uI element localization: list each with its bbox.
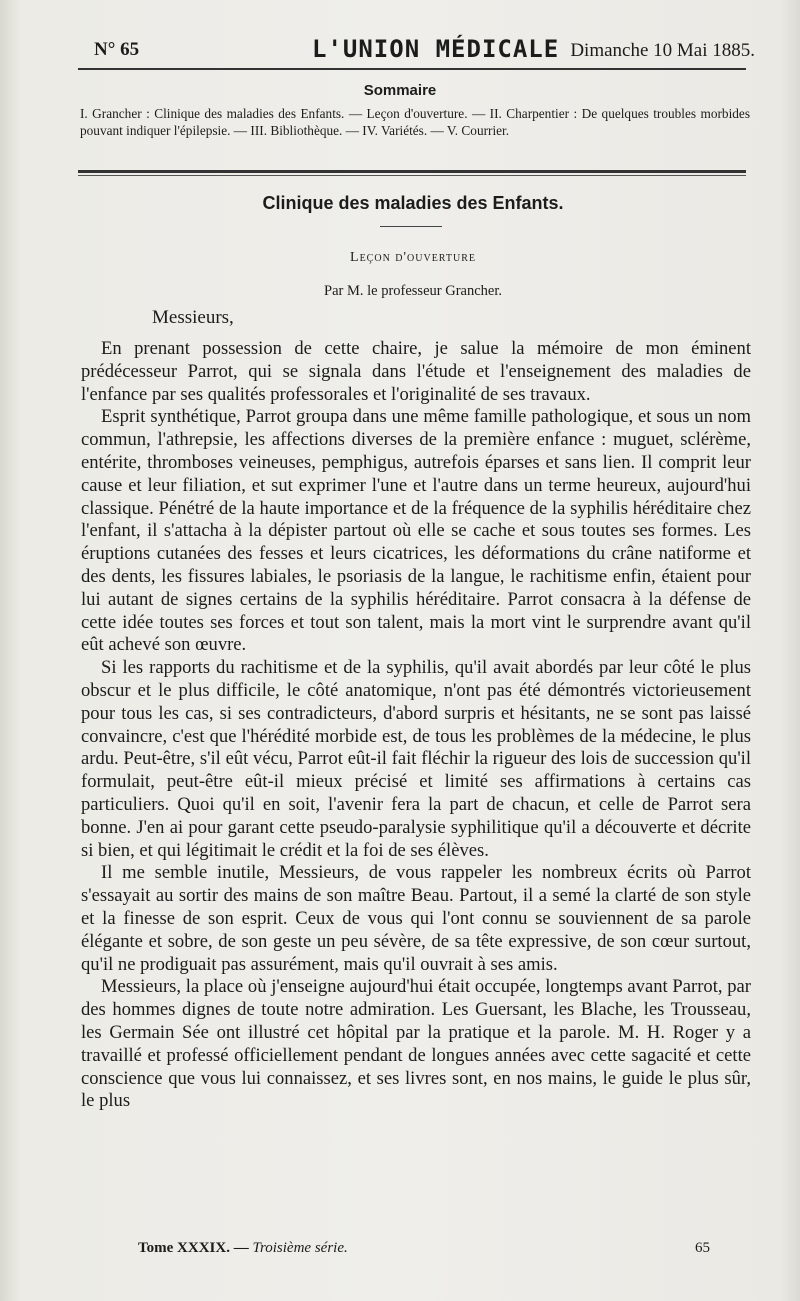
paragraph: Il me semble inutile, Messieurs, de vous rappeler les nombreux écrits où Parrot s'essayait au sortir des mains de son maître Beau. Partout, il a semé la clarté de son style et la finesse de son esprit. Ceux de vous qui l'ont connu se souviennent de sa parole élégante et sobre, de son geste un peu sévère, de sa tête expressive, de son cœur surtout, qu'il ne prodiguait pas assurément, mais qu'il ouvrait à ses amis. (81, 862, 751, 975)
sommaire-contents: I. Grancher : Clinique des maladies des Enfants. — Leçon d'ouverture. — II. Charpentier : De quelques troubles morbides pouvant indiquer l'épilepsie. — III. Bibliothèque. — IV. Variétés. — V. Courrier. (80, 106, 750, 138)
paragraph: Messieurs, la place où j'enseigne aujourd'hui était occupée, longtemps avant Parrot, par des hommes dignes de toute notre admiration. Les Guersant, les Blache, les Trousseau, les Germain Sée ont illustré cet hôpital par la pratique et la parole. M. H. Roger y a travaillé et professé officiellement pendant de longues années avec cette sagacité et cette conscience que vous lui connaissez, et ses livres sont, en nos mains, le guide le plus sûr, le plus (81, 976, 751, 1112)
footer-volume (138, 1240, 348, 1257)
section-rule-thick (78, 170, 746, 173)
page-header (90, 35, 755, 67)
header-rule (78, 68, 746, 70)
issue-date: Dimanche 10 Mai 1885. (570, 40, 755, 61)
page-footer (120, 1240, 710, 1260)
section-rule-thin (78, 175, 746, 176)
paragraph: Esprit synthétique, Parrot groupa dans une même famille pathologique, et sous un nom commun, l'athrepsie, les affections diverses de la première enfance : muguet, sclérème, entérite, thromboses veineuses, pemphigus, autrefois éparses et sans lien. Il comprit leur cause et leur filiation, et sut exprimer l'une et l'autre dans un terme heureux, aujourd'hui classique. Pénétré de la haute importance et de la fréquence de la syphilis héréditaire chez l'enfant, il s'attacha à la dépister partout où elle se cache et sous toutes ses formes. Les éruptions cutanées des fesses et leurs cicatrices, les déformations du crâne natiforme et des dents, les fissures labiales, le psoriasis de la langue, le rachitisme enfin, étaient pour lui autant de signes certains de la syphilis héréditaire. Parrot consacra à la défense de cette idée toutes ses forces et tout son talent, mais la mort vint le surprendre avant qu'il eût achevé son œuvre. (81, 406, 751, 656)
article-subtitle: Leçon d'ouverture (350, 250, 476, 265)
article-title: Clinique des maladies des Enfants. (262, 193, 564, 213)
salutation: Messieurs, (152, 307, 234, 328)
issue-number: N° 65 (94, 39, 140, 60)
series-label: Troisième série. (252, 1240, 348, 1256)
paragraph: En prenant possession de cette chaire, je salue la mémoire de mon éminent prédécesseur Parrot, qui se signala dans l'étude et l'enseignement des maladies de l'enfance par ses qualités professorales et l'originalité de ses travaux. (81, 338, 751, 405)
paragraph: Si les rapports du rachitisme et de la syphilis, qu'il avait abordés par leur côté le plus obscur et le plus difficile, le côté anatomique, n'ont pas été démontrés victorieusement pour tous les cas, si ses contradicteurs, d'abord surpris et hésitants, ne se sont pas laissé convaincre, c'est que l'hérédité morbide est, de tous les problèmes de la médecine, le plus ardu. Peut-être, s'il eût vécu, Parrot eût-il fait fléchir la rigueur des lois de succession qu'il formulait, peut-être eût-il mieux précisé et limité ses affirmations à certains cas particuliers. Quoi qu'il en soit, l'avenir fera la part de chacun, et celle de Parrot sera bonne. J'en ai pour garant cette pseudo-paralysie syphilitique qu'il a découverte et décrite si bien, et qui légitimait le crédit et la foi de ses élèves. (81, 657, 751, 861)
article-body (81, 338, 751, 1113)
title-underline (380, 226, 442, 227)
sommaire-heading: Sommaire (363, 82, 437, 99)
volume-label: Tome XXXIX. — (138, 1240, 249, 1256)
article-author: Par M. le professeur Grancher. (324, 283, 502, 299)
page-number: 65 (695, 1240, 710, 1256)
journal-title: L'UNION MÉDICALE (312, 35, 560, 63)
